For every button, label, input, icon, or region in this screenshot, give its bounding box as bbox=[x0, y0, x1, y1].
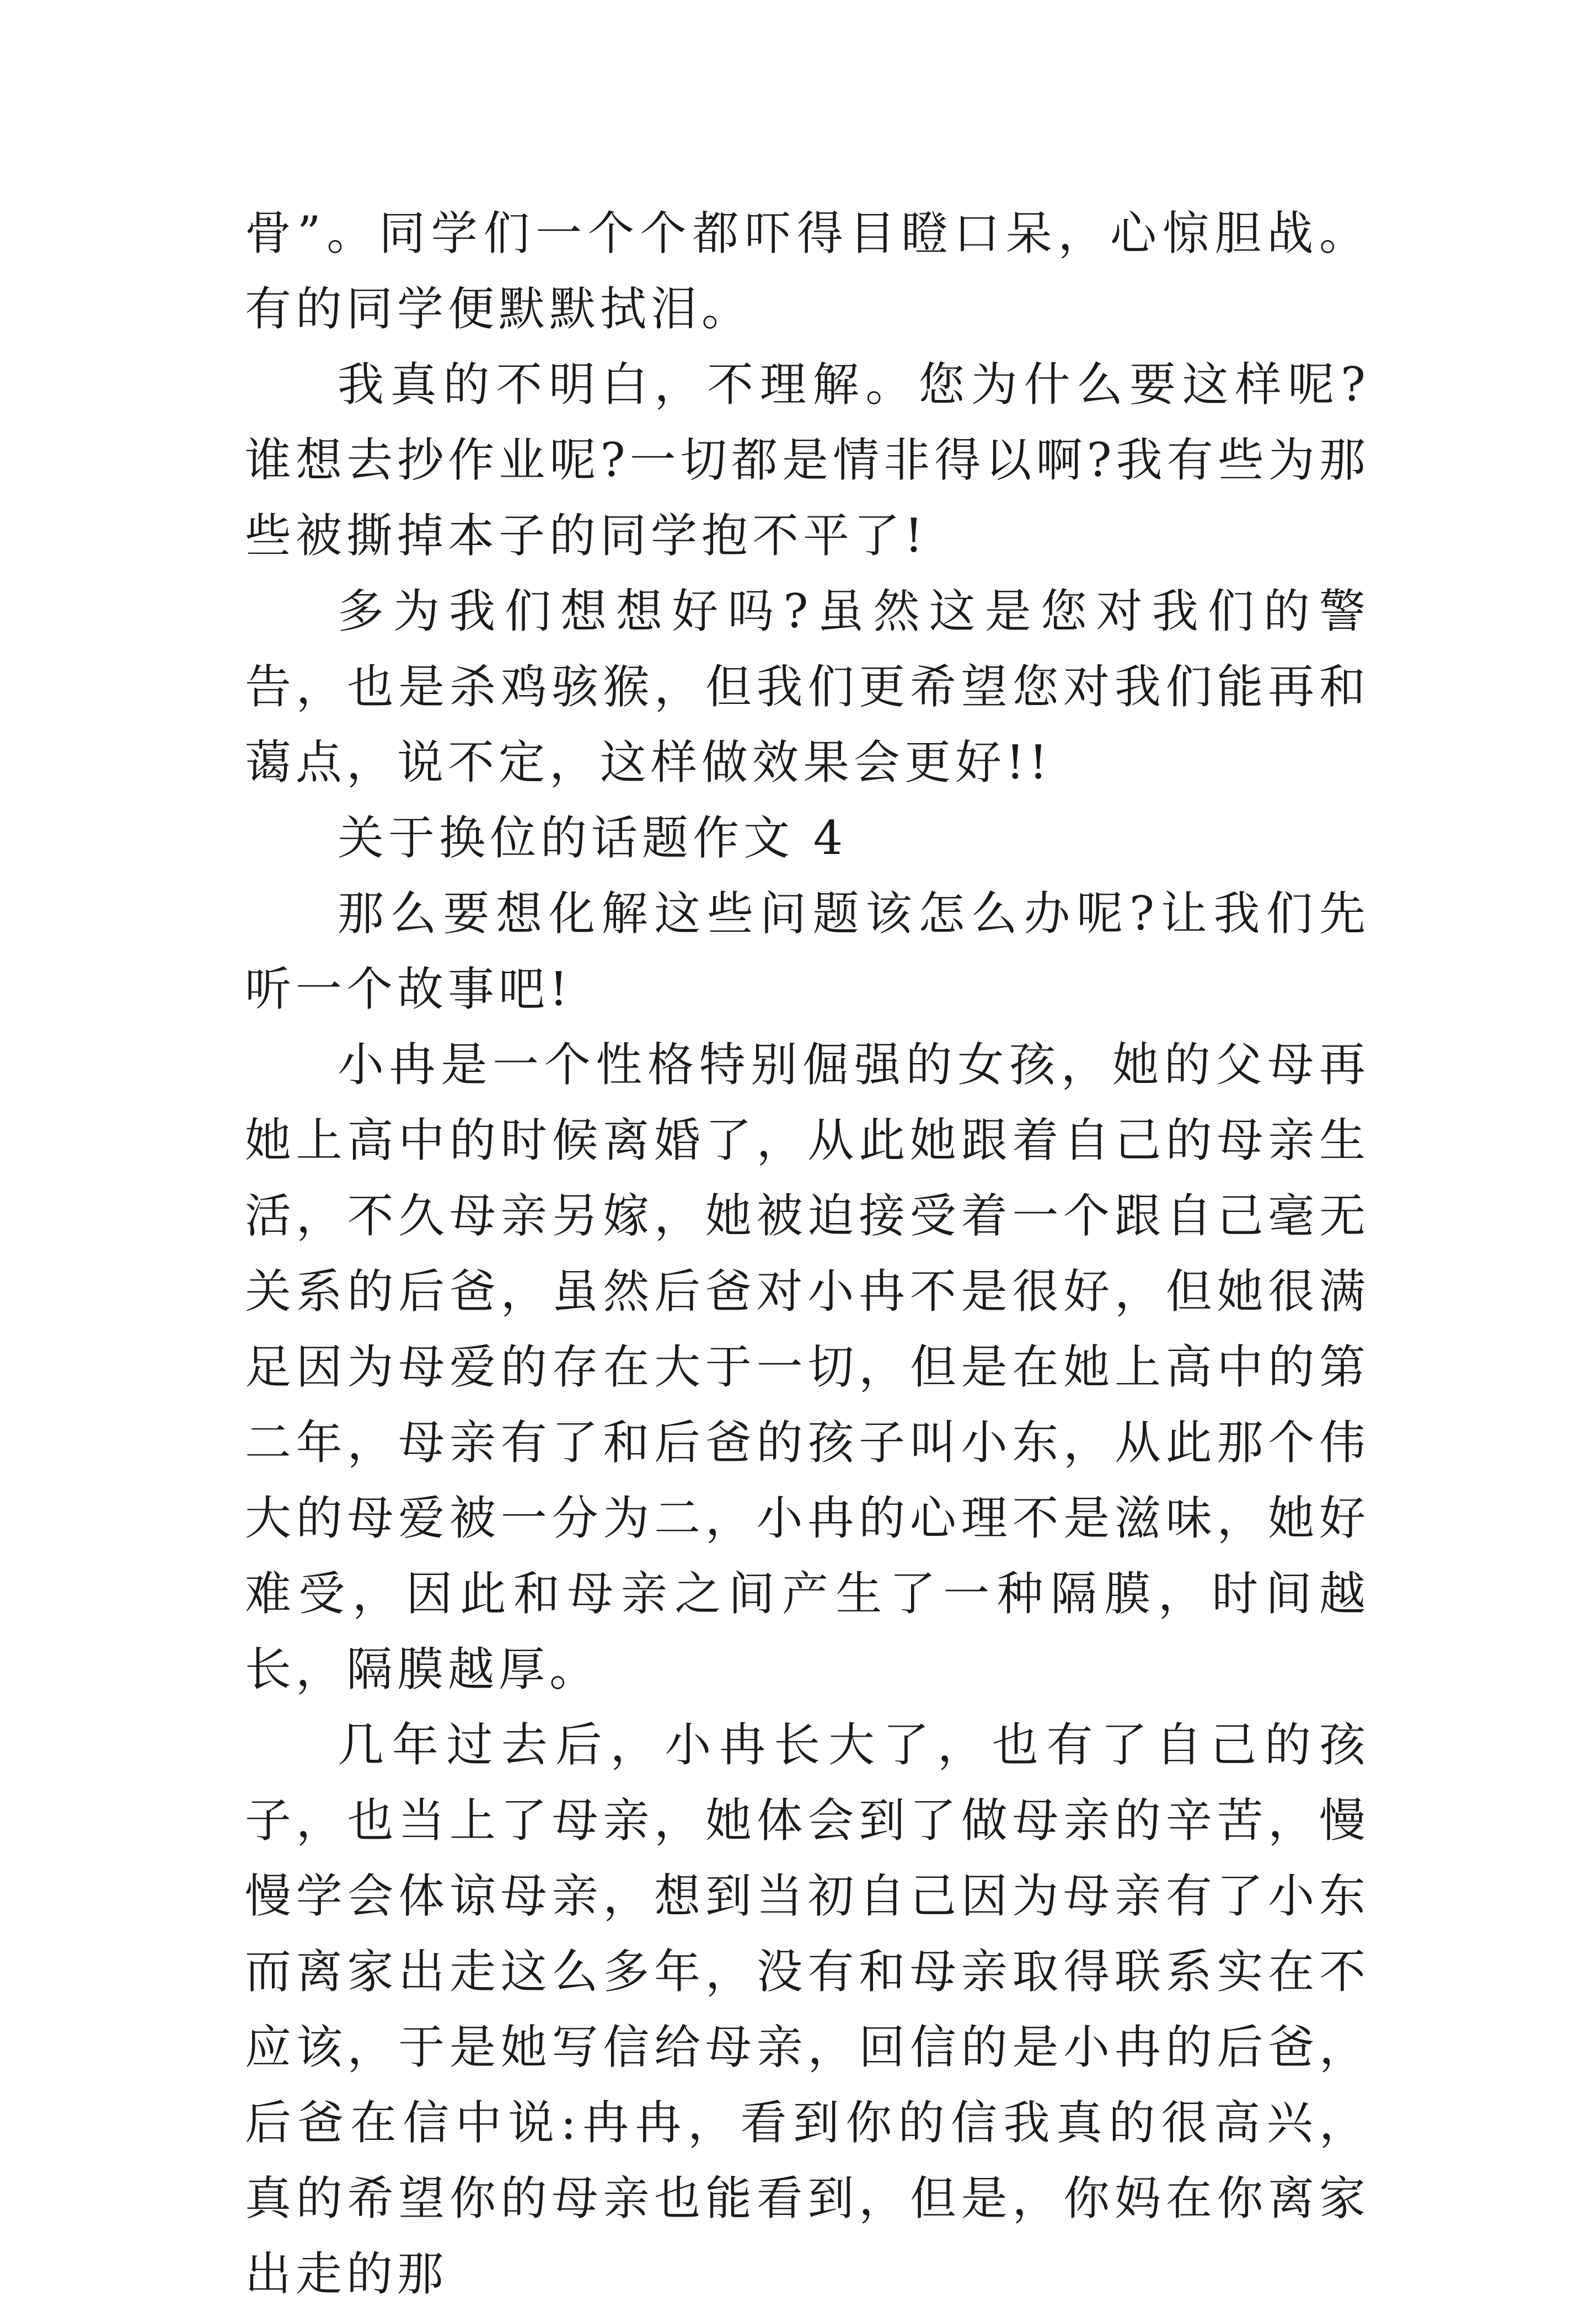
paragraph-5: 小冉是一个性格特别倔强的女孩，她的父母再她上高中的时候离婚了，从此她跟着自己的母亲生活，不久母亲另嫁，她被迫接受着一个跟自己毫无关系的后爸，虽然后爸对小冉不是很好，但她很满足因为母爱的存在大于一切，但是在她上高中的第二年，母亲有了和后爸的孩子叫小东，从此那个伟大的母爱被一分为二，小冉的心理不是滋味，她好难受，因此和母亲之间产生了一种隔膜，时间越长，隔膜越厚。 bbox=[245, 1038, 1370, 1696]
paragraph-2: 我真的不明白，不理解。您为什么要这样呢?谁想去抄作业呢?一切都是情非得以啊?我有些为那些被撕掉本子的同学抱不平了! bbox=[245, 357, 1370, 563]
paragraph-3: 多为我们想想好吗?虽然这是您对我们的警告，也是杀鸡骇猴，但我们更希望您对我们能再和蔼点，说不定，这样做效果会更好!! bbox=[245, 584, 1370, 789]
paragraph-6: 几年过去后，小冉长大了，也有了自己的孩子，也当上了母亲，她体会到了做母亲的辛苦，慢慢学会体谅母亲，想到当初自己因为母亲有了小东而离家出走这么多年，没有和母亲取得联系实在不应该，于是她写信给母亲，回信的是小冉的后爸，后爸在信中说:冉冉，看到你的信我真的很高兴，真的希望你的母亲也能看到，但是，你妈在你离家出走的那 bbox=[245, 1718, 1370, 2301]
document-body bbox=[245, 196, 1370, 2312]
paragraph-1: 骨”。同学们一个个都吓得目瞪口呆，心惊胆战。有的同学便默默拭泪。 bbox=[245, 206, 1370, 336]
paragraph-4: 那么要想化解这些问题该怎么办呢?让我们先听一个故事吧! bbox=[245, 887, 1370, 1016]
section-heading: 关于换位的话题作文 4 bbox=[338, 811, 848, 865]
